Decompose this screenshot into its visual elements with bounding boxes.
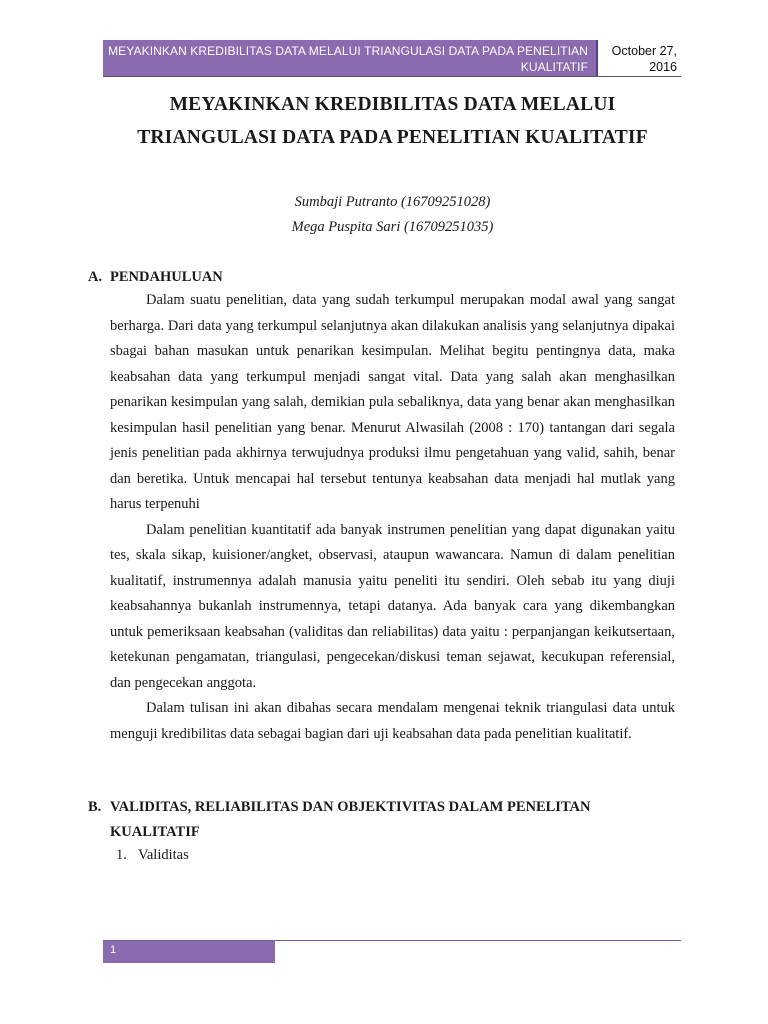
author-name: Sumbaji Putranto (16709251028) bbox=[294, 194, 491, 210]
paragraph: Dalam tulisan ini akan dibahas secara mendalam mengenai teknik triangulasi data untuk menguji kredibilitas data sebagai bagian dari uji keabsahan data pada penelitian kualitatif. bbox=[110, 700, 675, 742]
author-list bbox=[100, 190, 685, 240]
paragraph: Dalam suatu penelitian, data yang sudah terkumpul merupakan modal awal yang sangat berharga. Dari data yang terkumpul selanjutnya akan dilakukan analisis yang selanjutnya dipakai sbagai bahan masukan untuk penarikan kesimpulan. Melihat begitu pentingnya data, maka keabsahan data yang terkumpul menjadi sangat vital. Data yang salah akan menghasilkan penarikan kesimpulan yang salah, demikian pula sebaliknya, data yang benar akan menghasilkan kesimpulan hasil penelitian yang benar. Menurut Alwasilah (2008 : 170) tantangan dari segala jenis penelitian pada akhirnya terwujudnya produksi ilmu pengetahuan yang valid, sahih, benar dan beretika. Untuk mencapai hal tersebut tentunya keabsahan data menjadi hal mutlak yang harus terpenuhi bbox=[110, 292, 675, 512]
document-title: MEYAKINKAN KREDIBILITAS DATA MELALUI TRIANGULASI DATA PADA PENELITIAN KUALITATIF bbox=[137, 94, 648, 148]
running-header-title: MEYAKINKAN KREDIBILITAS DATA MELALUI TRIANGULASI DATA PADA PENELITIAN KUALITATIF bbox=[108, 44, 588, 74]
running-header-date: October 27, 2016 bbox=[611, 44, 677, 74]
section-a-body bbox=[110, 288, 675, 747]
header-divider bbox=[103, 76, 681, 77]
author-name: Mega Puspita Sari (16709251035) bbox=[291, 219, 494, 235]
footer-band bbox=[103, 941, 275, 963]
paragraph: Dalam penelitian kuantitatif ada banyak instrumen penelitian yang dapat digunakan yaitu tes, skala sikap, kuisioner/angket, observasi, ataupun wawancara. Namun di dalam penelitian kualitatif, instrumennya adalah manusia yaitu peneliti itu sendiri. Oleh sebab itu yang diuji keabsahannya bukanlah instrumennya, tetapi datanya. Ada banyak cara yang dikembangkan untuk pemeriksaan keabsahan (validitas dan reliabilitas) data yaitu : perpanjangan keikutsertaan, ketekunan pengamatan, triangulasi, pengecekan/diskusi teman sejawat, kecukupan referensial, dan pengecekan anggota. bbox=[110, 521, 675, 691]
running-header-band bbox=[103, 40, 598, 76]
page-number: 1 bbox=[110, 944, 117, 956]
